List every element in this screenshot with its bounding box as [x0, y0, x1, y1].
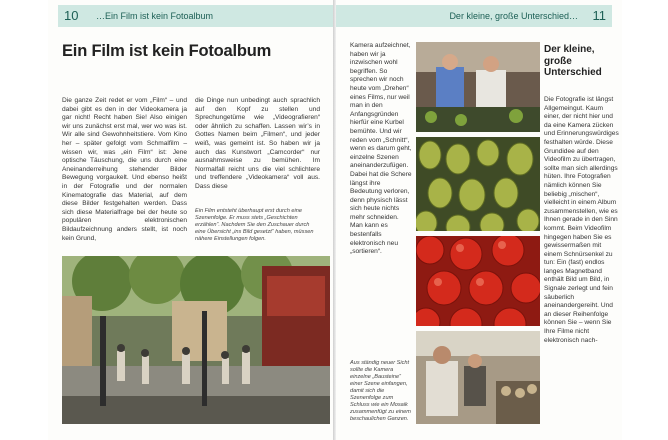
left-body-col1: Die ganze Zeit redet er vom „Film“ – und dabei gibt es den in der Videokamera ja gar nicht! Recht haben Sie! Also einigen wir uns zunächst erst mal, wer wo was ist. Wir alle sind Gewohnheitstiere. Vom Kino her – später gefolgt vom Schmalfilm – wissen wir, was „ein Film“ ist: Jene optische Täuschung, die uns durch eine Aneinanderreihung stehender Bilder Bewegung vorgaukelt. Und ebenso heißt in der Fotografie und der normalen Kinematografie das Material, auf dem diese Bilder festgehalten werden. Dass sich diese Materialfrage bei der heute so populären elektronischen Bildaufzeichnung anders stellt, ist noch kein Grund, — [62, 97, 187, 242]
market-vendor-image — [416, 42, 540, 132]
vendor-child-photo — [416, 331, 540, 424]
chapter-heading: Ein Film ist kein Fotoalbum — [62, 42, 272, 60]
street-market-image — [62, 256, 330, 424]
vendor-child-image — [416, 331, 540, 424]
street-market-photo — [62, 256, 330, 424]
right-running-head: Der kleine, große Unterschied… — [449, 11, 578, 21]
right-page-number: 11 — [592, 8, 606, 23]
right-page — [336, 0, 622, 440]
left-running-header — [58, 5, 333, 27]
page-margin-left — [0, 0, 48, 440]
tomatoes-photo — [416, 236, 540, 326]
section-heading: Der kleine, große Unterschied — [544, 44, 602, 78]
left-page-number: 10 — [64, 8, 79, 23]
right-body-col1: Kamera aufzeichnet, haben wir ja inzwischen wohl begriffen. So sprechen wir noch heute vom „Drehen“ eines Films, nur weil man in den Anfangsgründen hierfür eine Kurbel bemühte. Und wir reden vom „Schnitt“, wenn es darum geht, einzelne Szenen aneinanderzufügen. Dabei hat die Schere längst ihre Bedeutung verloren, denn physisch lässt sich heute nichts mehr schneiden. Man kann es bestenfalls elektronisch neu „sortieren“. — [350, 42, 412, 256]
tomatoes-image — [416, 236, 540, 326]
pears-photo — [416, 137, 540, 231]
right-body-col3: Die Fotografie ist längst Allgemeingut. Kaum einer, der nicht hier und da eine Kamera zücken und Erinnerungswürdiges festhalten würde. Diese Grundidee auf den Videofilm zu übertragen, sollte man sich allerdings hüten. Ihre Fotografien nämlich können Sie beliebig „mischen“, vielleicht in einem Album zusammenstellen, wie es Ihnen gerade in den Sinn kommt. Beim Videofilm hingegen haben Sie es gewissermaßen mit einem Schnürsenkel zu tun: Ein (fast) endlos langes Magnetband enthält Bild um Bild, in Signale zerlegt und fein säuberlich aneinandergereiht. Und an dieser Reihenfolge können Sie – wenn Sie Ihre Filme nicht elektronisch nach- — [544, 96, 619, 344]
pears-image — [416, 137, 540, 231]
market-vendor-photo — [416, 42, 540, 132]
left-running-head: …Ein Film ist kein Fotoalbum — [96, 11, 214, 21]
right-photo-caption: Aus ständig neuer Sicht sollte die Kamera einzelne „Bausteine“ einer Szene einfangen, damit sich die Szenenfolge zum Schluss wie ein Mosaik zusammenfügt zu einem beschaulichen Ganzen. — [350, 360, 411, 422]
left-page — [48, 0, 333, 440]
page-margin-right — [622, 0, 668, 440]
left-photo-caption: Ein Film entsteht überhaupt erst durch eine Szenenfolge. Er muss stets „Geschichten erzählen“. Nachdem Sie den Zuschauer durch eine Übersicht „ins Bild gesetzt“ haben, müssen nähere Einstellungen folgen. — [195, 208, 314, 242]
right-running-header — [336, 5, 612, 27]
left-body-col2: die Dinge nun unbedingt auch sprachlich auf den Kopf zu stellen und Sprechungetüme wie „Videografieren“ oder ähnlich zu schaffen. Lassen wir’s in Gottes Namen beim „Filmen“, und jeder weiß, was gemeint ist. So haben wir ja auch das Kunstwort „Camcorder“ nur ausnahmsweise zu bemühen. Im Normalfall reicht uns die viel schlichtere und treffendere „Videokamera“ voll aus. Dass diese — [195, 97, 320, 190]
